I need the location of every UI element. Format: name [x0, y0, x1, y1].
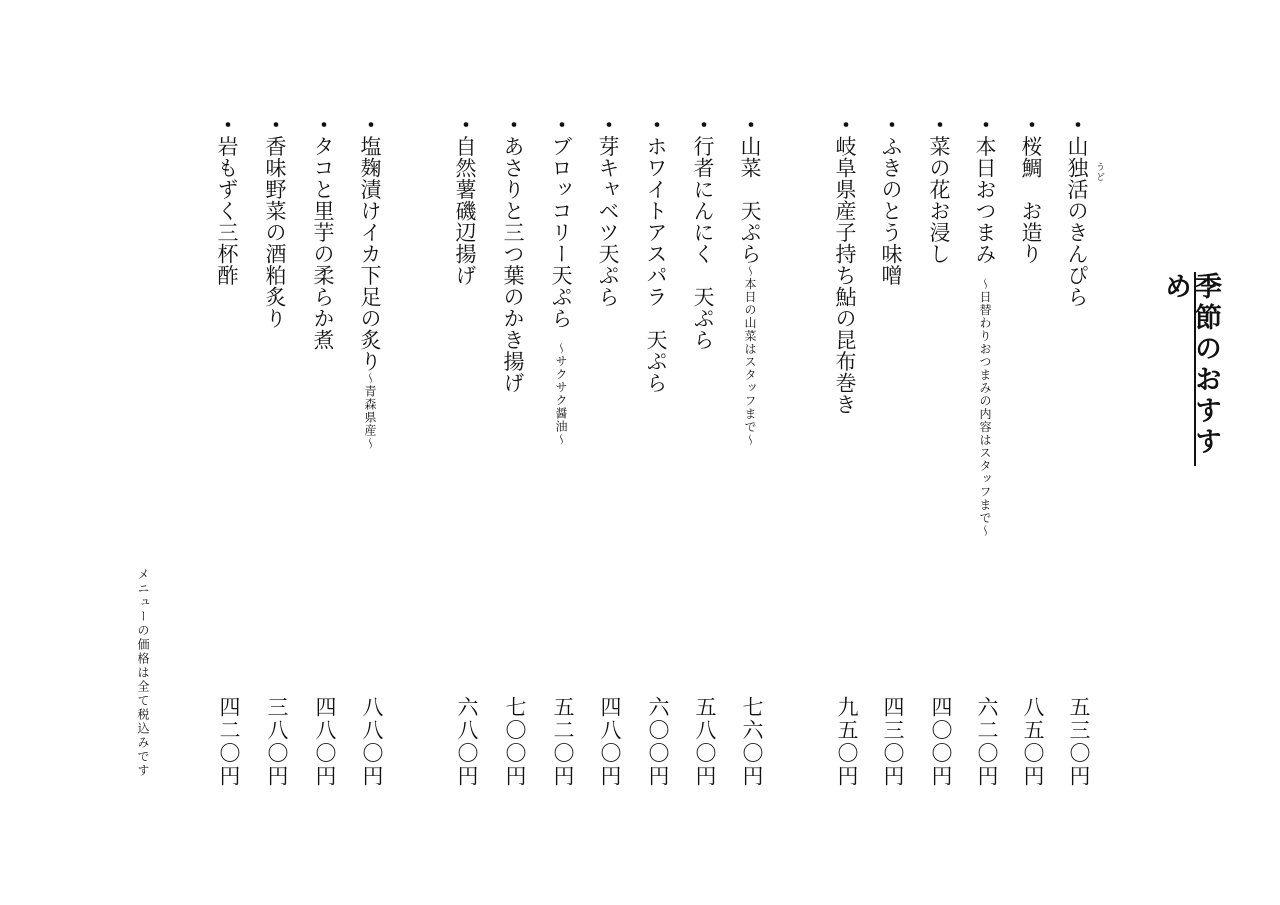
item-price: 六二〇円 [975, 696, 999, 788]
item-price: 四三〇円 [881, 696, 905, 788]
furigana-udo: うど [1094, 162, 1104, 182]
menu-item [595, 0, 625, 905]
item-price: 四二〇円 [217, 696, 241, 788]
item-price: 四〇〇円 [929, 696, 953, 788]
menu-item [926, 0, 956, 905]
bullet: ・ [691, 114, 716, 136]
item-price: 七〇〇円 [503, 696, 527, 788]
tax-footnote: メニューの価格は全て税込みです [136, 568, 150, 778]
item-price: 三八〇円 [265, 696, 289, 788]
item-price: 七六〇円 [740, 696, 764, 788]
menu-item [643, 0, 673, 905]
item-price: 四八〇円 [598, 696, 622, 788]
menu-item [1064, 0, 1094, 905]
item-price: 六〇〇円 [646, 696, 670, 788]
bullet: ・ [738, 114, 763, 136]
item-name: 香味野菜の酒粕炙り [263, 135, 287, 329]
item-name: 山独活のきんぴら [1065, 135, 1089, 308]
bullet: ・ [215, 114, 240, 136]
bullet: ・ [596, 114, 621, 136]
bullet: ・ [973, 114, 998, 136]
item-price: 六八〇円 [455, 696, 479, 788]
item-price: 四八〇円 [313, 696, 337, 788]
item-name: 芽キャベツ天ぷら [596, 135, 620, 308]
page-title: 季節のおすすめ [1160, 272, 1221, 458]
item-name: 自然薯磯辺揚げ [453, 135, 477, 286]
bullet: ・ [879, 114, 904, 136]
item-note: ～青森県産～ [363, 372, 377, 450]
menu-item [214, 0, 244, 905]
bullet: ・ [311, 114, 336, 136]
bullet: ・ [1019, 114, 1044, 136]
item-name: ふきのとう味噌 [879, 135, 903, 286]
bullet: ・ [263, 114, 288, 136]
bullet: ・ [833, 114, 858, 136]
item-note: ～日替わりおつまみの内容はスタッフまで～ [978, 264, 992, 538]
item-price: 五八〇円 [693, 696, 717, 788]
bullet: ・ [453, 114, 478, 136]
item-price: 九五〇円 [835, 696, 859, 788]
menu-item [262, 0, 292, 905]
menu-item [972, 0, 1002, 905]
item-name: 岐阜県産子持ち鮎の昆布巻き [833, 135, 857, 415]
item-price: 八五〇円 [1021, 696, 1045, 788]
menu-item [452, 0, 482, 905]
item-name: ホワイトアスパラ 天ぷら [644, 135, 668, 394]
item-note: ～本日の山菜はスタッフまで～ [743, 264, 757, 447]
item-name: タコと里芋の柔らか煮 [311, 135, 335, 351]
item-name: 塩麹漬けイカ下足の炙り [358, 135, 382, 372]
menu-item [737, 0, 767, 905]
bullet: ・ [927, 114, 952, 136]
item-price: 五三〇円 [1067, 696, 1091, 788]
bullet: ・ [644, 114, 669, 136]
menu-item [310, 0, 340, 905]
bullet: ・ [549, 114, 574, 136]
bullet: ・ [1065, 114, 1090, 136]
item-name: 本日おつまみ [973, 135, 997, 265]
bullet: ・ [501, 114, 526, 136]
menu-item [690, 0, 720, 905]
item-name: 岩もずく三杯酢 [215, 135, 239, 286]
item-name: 行者にんにく 天ぷら [691, 135, 715, 351]
item-note: ～サクサク醤油～ [554, 329, 568, 446]
menu-item [878, 0, 908, 905]
item-price: 八八〇円 [360, 696, 384, 788]
item-name: ブロッコリー天ぷら [549, 135, 573, 329]
menu-item [832, 0, 862, 905]
title-block [1160, 272, 1221, 466]
item-name: 菜の花お浸し [927, 135, 951, 265]
bullet: ・ [358, 114, 383, 136]
item-name: 桜鯛 お造り [1019, 135, 1043, 265]
menu-item [357, 0, 387, 905]
menu-item [1018, 0, 1048, 905]
item-price: 五二〇円 [551, 696, 575, 788]
item-name: あさりと三つ葉のかき揚げ [501, 135, 525, 394]
menu-item [548, 0, 578, 905]
menu-item [500, 0, 530, 905]
item-name: 山菜 天ぷら [738, 135, 762, 265]
